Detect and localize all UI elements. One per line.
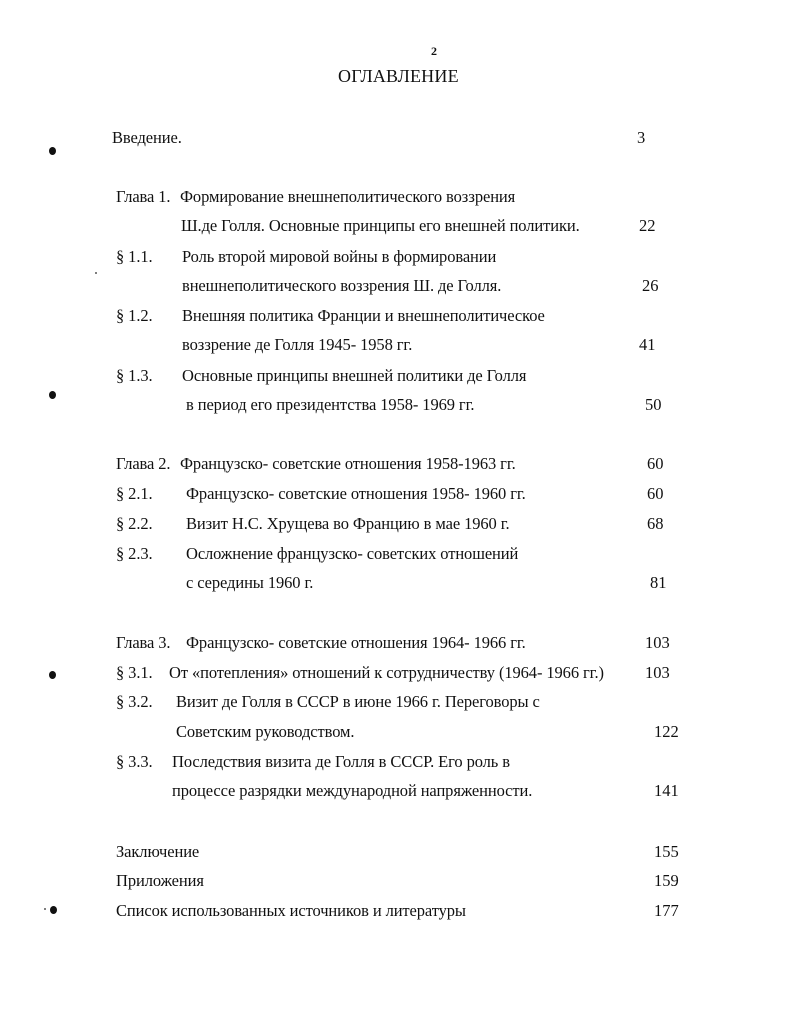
section-3-3-title-line-2: процессе разрядки международной напряженности. — [172, 781, 533, 800]
margin-hole-mark — [49, 391, 56, 399]
section-2-1-number: § 2.1. — [116, 484, 153, 503]
chapter-3-title-line-1: Французско- советские отношения 1964- 1966 гг. — [186, 633, 526, 652]
chapter-2-title-line-1: Французско- советские отношения 1958-1963 гг. — [180, 454, 516, 473]
section-3-2-page: 122 — [654, 722, 679, 741]
section-1-3-title-line-2: в период его президентства 1958- 1969 гг. — [186, 395, 475, 414]
section-2-1-page: 60 — [647, 484, 664, 503]
back-matter-bibliography-page: 177 — [654, 901, 679, 920]
section-2-3-title-line-2: с середины 1960 г. — [186, 573, 314, 592]
section-2-3-title-line-1: Осложнение французско- советских отношений — [186, 544, 519, 563]
margin-hole-mark — [50, 906, 57, 914]
section-1-3-page: 50 — [645, 395, 662, 414]
back-matter-appendices: Приложения — [116, 871, 204, 890]
chapter-2-label: Глава 2. — [116, 454, 171, 473]
section-1-3-number: § 1.3. — [116, 366, 153, 385]
margin-hole-mark — [49, 671, 56, 679]
section-1-1-number: § 1.1. — [116, 247, 153, 266]
section-1-1-title-line-1: Роль второй мировой войны в формировании — [182, 247, 497, 266]
section-3-2-title-line-2: Советским руководством. — [176, 722, 355, 741]
back-matter-bibliography: Список использованных источников и литературы — [116, 901, 466, 920]
section-2-2-title-line-1: Визит Н.С. Хрущева во Францию в мае 1960 г. — [186, 514, 510, 533]
back-matter-conclusion-page: 155 — [654, 842, 679, 861]
section-3-3-page: 141 — [654, 781, 679, 800]
chapter-1-page: 22 — [639, 216, 656, 235]
chapter-3-page: 103 — [645, 633, 670, 652]
section-3-1-number: § 3.1. — [116, 663, 153, 682]
chapter-1-title-line-2: Ш.де Голля. Основные принципы его внешней политики. — [181, 216, 580, 235]
section-2-1-title-line-1: Французско- советские отношения 1958- 1960 гг. — [186, 484, 526, 503]
toc-intro-title: Введение. — [112, 128, 182, 147]
section-3-1-title-line-1: От «потепления» отношений к сотрудничеству (1964- 1966 гг.) — [169, 663, 604, 682]
section-3-2-title-line-1: Визит де Голля в СССР в июне 1966 г. Переговоры с — [176, 692, 540, 711]
chapter-1-label: Глава 1. — [116, 187, 171, 206]
section-3-1-page: 103 — [645, 663, 670, 682]
chapter-1-title-line-1: Формирование внешнеполитического воззрения — [180, 187, 516, 206]
section-1-2-title-line-1: Внешняя политика Франции и внешнеполитическое — [182, 306, 545, 325]
section-1-2-title-line-2: воззрение де Голля 1945- 1958 гг. — [182, 335, 413, 354]
section-1-1-page: 26 — [642, 276, 659, 295]
chapter-2-page: 60 — [647, 454, 664, 473]
section-1-1-title-line-2: внешнеполитического воззрения Ш. де Голля. — [182, 276, 502, 295]
back-matter-conclusion: Заключение — [116, 842, 200, 861]
chapter-3-label: Глава 3. — [116, 633, 171, 652]
section-2-3-page: 81 — [650, 573, 667, 592]
scan-speck — [44, 908, 46, 910]
scan-speck — [95, 272, 97, 274]
section-2-2-page: 68 — [647, 514, 664, 533]
toc-intro-page: 3 — [637, 128, 646, 147]
section-3-2-number: § 3.2. — [116, 692, 153, 711]
section-1-2-number: § 1.2. — [116, 306, 153, 325]
section-1-3-title-line-1: Основные принципы внешней политики де Голля — [182, 366, 527, 385]
back-matter-appendices-page: 159 — [654, 871, 679, 890]
section-3-3-number: § 3.3. — [116, 752, 153, 771]
section-2-3-number: § 2.3. — [116, 544, 153, 563]
section-3-3-title-line-1: Последствия визита де Голля в СССР. Его роль в — [172, 752, 510, 771]
page-title: ОГЛАВЛЕНИЕ — [338, 66, 459, 86]
page-number: 2 — [431, 44, 437, 58]
margin-hole-mark — [49, 147, 56, 155]
section-1-2-page: 41 — [639, 335, 656, 354]
section-2-2-number: § 2.2. — [116, 514, 153, 533]
